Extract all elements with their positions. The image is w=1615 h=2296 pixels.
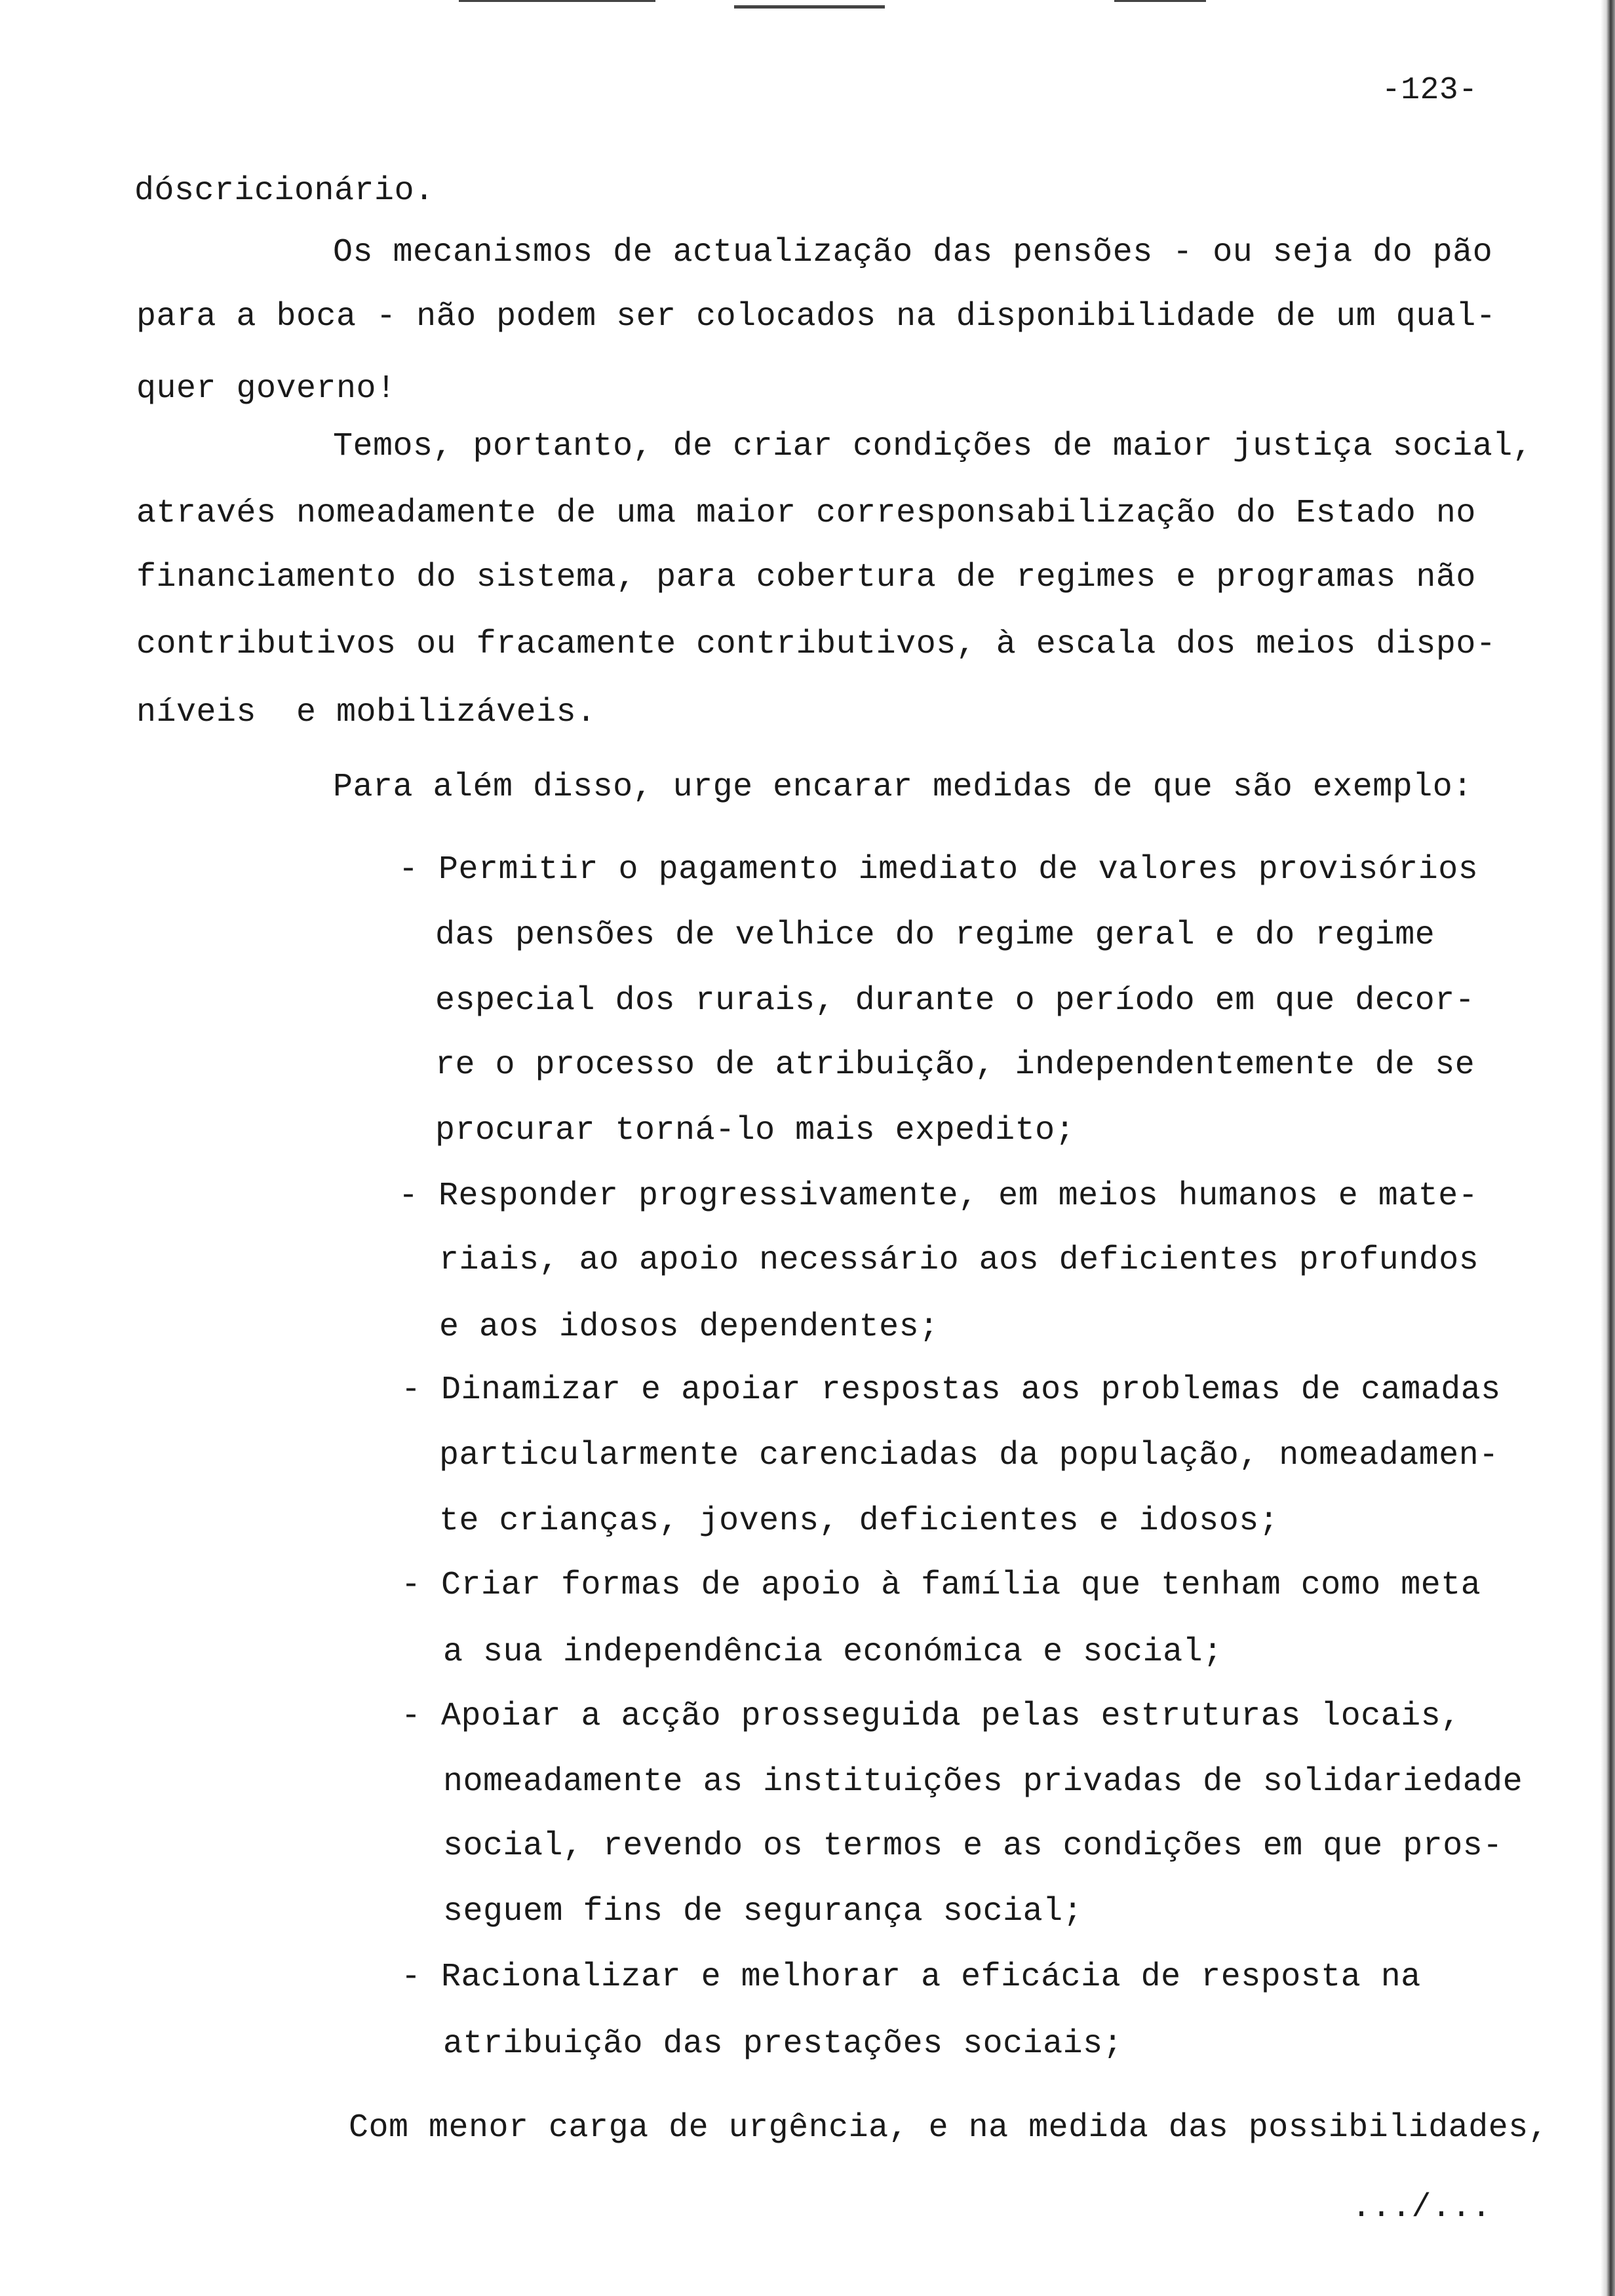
body-line: Com menor carga de urgência, e na medida das possibilidades, [349,2109,1549,2147]
list-item-line: atribuição das prestações sociais; [443,2025,1123,2063]
top-rule-left [459,0,655,2]
body-line: para a boca - não podem ser colocados na disponibilidade de um qual- [136,298,1496,335]
list-item-line: nomeadamente as instituições privadas de solidariedade [443,1763,1523,1801]
list-item-line: social, revendo os termos e as condições em que pros- [443,1827,1503,1865]
list-item-line: - Dinamizar e apoiar respostas aos problemas de camadas [401,1371,1501,1409]
list-item-line: particularmente carenciadas da população, nomeadamen- [439,1437,1499,1474]
list-item-line: - Permitir o pagamento imediato de valores provisórios [399,851,1479,889]
body-line: quer governo! [136,370,397,408]
list-item-line: seguem fins de segurança social; [443,1893,1083,1930]
list-item-line: re o processo de atribuição, independentemente de se [435,1046,1475,1084]
list-item-line: - Racionalizar e melhorar a eficácia de resposta na [401,1959,1421,1996]
page-number: -123- [1382,73,1478,108]
body-line: Os mecanismos de actualização das pensões - ou seja do pão [333,234,1493,271]
body-line: dóscricionário. [134,172,435,210]
body-line: através nomeadamente de uma maior corresponsabilização do Estado no [136,495,1476,532]
top-rule-center [734,5,885,9]
list-item-line: - Criar formas de apoio à família que tenham como meta [401,1567,1481,1604]
body-line: Temos, portanto, de criar condições de maior justiça social, [333,428,1533,465]
list-item-line: - Responder progressivamente, em meios humanos e mate- [399,1177,1479,1215]
list-item-line: procurar torná-lo mais expedito; [435,1112,1076,1149]
body-line: financiamento do sistema, para cobertura de regimes e programas não [136,559,1476,596]
body-line: níveis e mobilizáveis. [136,694,596,731]
list-item-line: - Apoiar a acção prosseguida pelas estruturas locais, [401,1698,1461,1735]
body-line: contributivos ou fracamente contributivos, à escala dos meios dispo- [136,626,1496,663]
scan-edge-shadow [1601,0,1615,2296]
list-item-line: e aos idosos dependentes; [439,1309,939,1346]
body-line: Para além disso, urge encarar medidas de que são exemplo: [333,769,1473,806]
list-item-line: das pensões de velhice do regime geral e do regime [435,917,1435,954]
list-item-line: a sua independência económica e social; [443,1634,1223,1671]
list-item-line: te crianças, jovens, deficientes e idosos; [439,1502,1279,1540]
top-rule-right [1114,0,1206,2]
list-item-line: riais, ao apoio necessário aos deficientes profundos [439,1242,1479,1279]
list-item-line: especial dos rurais, durante o período em que decor- [435,982,1475,1020]
continuation-mark: .../... [1352,2189,1492,2227]
